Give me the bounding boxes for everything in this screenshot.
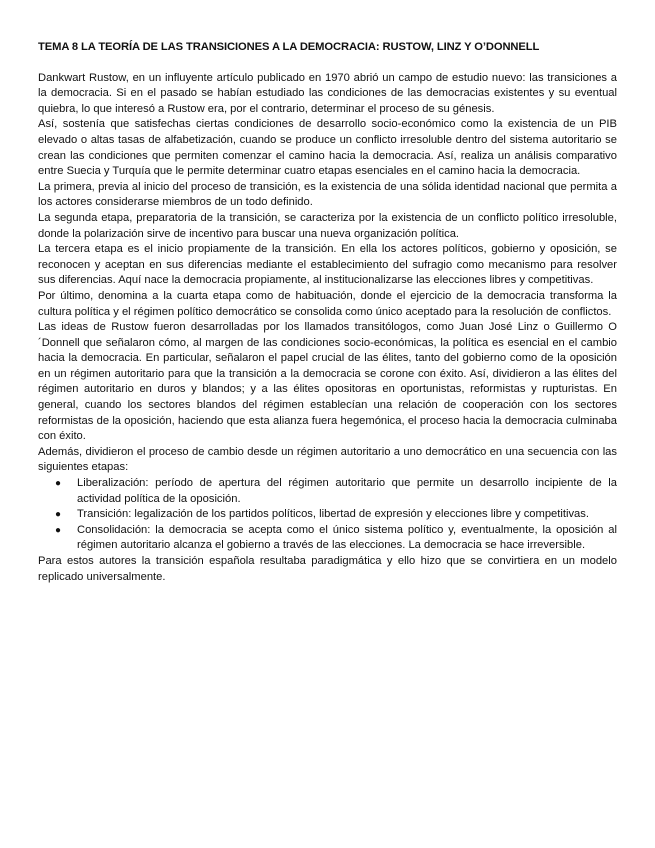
paragraph: La segunda etapa, preparatoria de la transición, se caracteriza por la existencia de un conflicto político irresoluble, donde la polarización sirve de incentivo para buscar una nueva organización política. [38, 211, 617, 240]
bullet-icon: ● [55, 524, 62, 536]
paragraph: Además, dividieron el proceso de cambio desde un régimen autoritario a uno democrático en una secuencia con las siguientes etapas: [38, 445, 617, 474]
list-item [38, 507, 617, 523]
list-item [38, 523, 617, 554]
paragraph: La primera, previa al inicio del proceso de transición, es la existencia de una sólida identidad nacional que permita a los actores considerarse miembros de un todo definido. [38, 180, 617, 209]
bullet-icon: ● [55, 509, 62, 521]
list-item [38, 476, 617, 507]
paragraph: Para estos autores la transición española resultaba paradigmática y ello hizo que se convirtiera en un modelo replicado universalmente. [38, 555, 617, 583]
paragraph: Las ideas de Rustow fueron desarrolladas por los llamados transitólogos, como Juan José Linz o Guillermo O´Donnell que señalaron cómo, al margen de las condiciones socio-económicas, la política es esencial en el cambio hacia la democracia. En particular, señalaron el papel crucial de las élites, tanto del gobierno como de la oposición en un régimen autoritario para que la transición a la democracia se corone con éxito. Así, dividieron a las élites del régimen autoritario en duros y blandos; y a las élites opositoras en oportunistas, reformistas y rupturistas. En general, cuando los sectores blandos del régimen establecían una relación de cooperación con los sectores reformistas de la oposición, haciendo que esta alianza fuera hegemónica, el proceso hacia la democracia culminaba con éxito. [38, 321, 617, 443]
paragraph: La tercera etapa es el inicio propiamente de la transición. En ella los actores políticos, gobierno y oposición, se reconocen y aceptan en sus diferencias mediante el establecimiento del sufragio como mecanismo para resolver sus diferencias. Aquí nace la democracia propiamente, al institucionalizarse las elecciones libres y competitivas. [38, 243, 617, 287]
paragraph: Por último, denomina a la cuarta etapa como de habituación, donde el ejercicio de la democracia transforma la cultura política y el régimen político democrático se consolida como único aceptado para la resolución de conflictos. [38, 289, 617, 318]
document-title: TEMA 8 LA TEORÍA DE LAS TRANSICIONES A LA DEMOCRACIA: RUSTOW, LINZ Y O’DONNELL [38, 41, 540, 53]
list-item-text: Consolidación: la democracia se acepta como el único sistema político y, eventualmente, la oposición al régimen autoritario alcanza el gobierno a través de las elecciones. La democracia se hace irreversible. [77, 523, 617, 552]
document-page [38, 40, 617, 585]
paragraph: Dankwart Rustow, en un influyente artículo publicado en 1970 abrió un campo de estudio nuevo: las transiciones a la democracia. Si en el pasado se habían estudiado las condiciones de las democracias existentes y su eventual quiebra, lo que interesó a Rustow era, por el contrario, determinar el proceso de su génesis. [38, 71, 617, 115]
paragraph: Así, sostenía que satisfechas ciertas condiciones de desarrollo socio-económico como la existencia de un PIB elevado o altas tasas de alfabetización, cuando se produce un conflicto irresoluble dentro del sistema autoritario se crean las condiciones que permiten comenzar el camino hacia la democracia. Así, realiza un análisis comparativo entre Suecia y Turquía que le permite determinar cuatro etapas esenciales en el camino hacia la democracia. [38, 118, 617, 178]
list-item-text: Liberalización: período de apertura del régimen autoritario que permite un desarrollo incipiente de la actividad política de la oposición. [77, 477, 617, 505]
bullet-list [38, 476, 617, 554]
bullet-icon: ● [55, 478, 62, 490]
list-item-text: Transición: legalización de los partidos políticos, libertad de expresión y elecciones libre y competitivas. [77, 508, 589, 521]
